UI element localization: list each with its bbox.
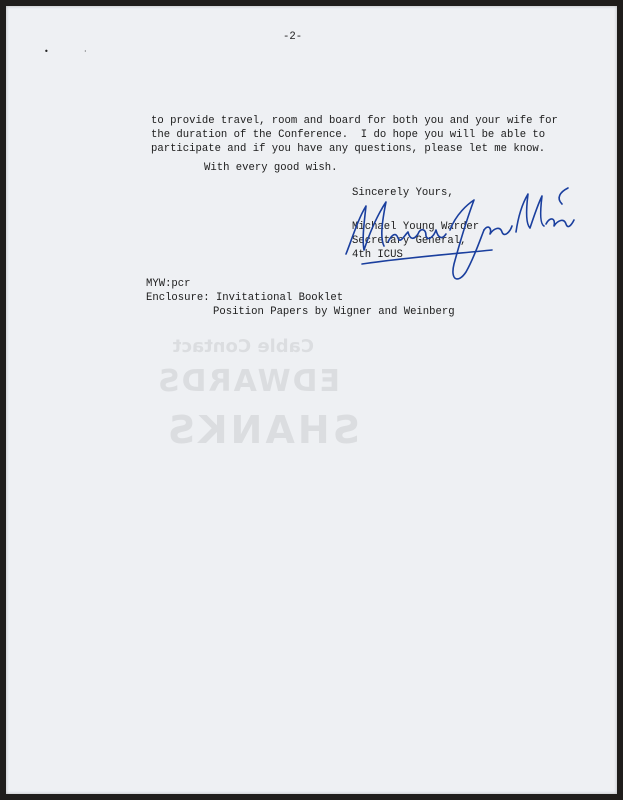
salutation: Sincerely Yours, [352, 187, 454, 199]
enclosure-label: Enclosure: [146, 292, 210, 304]
signer-org: 4th ICUS [352, 249, 403, 261]
body-line: to provide travel, room and board for both you and your wife for [151, 115, 558, 127]
margin-mark: • [44, 47, 49, 56]
bleed-through-line: SHANKS [164, 408, 360, 452]
closing-line: With every good wish. [204, 162, 338, 174]
handwritten-signature [342, 184, 582, 294]
bleed-through-line: Cable Contact [172, 336, 314, 357]
enclosure-item: Invitational Booklet [215, 292, 344, 304]
body-paragraph [151, 114, 558, 156]
body-line: the duration of the Conference. I do hope you will be able to [151, 129, 546, 141]
page-number: -2- [283, 31, 303, 43]
body-line: participate and if you have any questions, please let me know. [151, 143, 546, 155]
enclosure-line [146, 291, 343, 305]
bleed-through-line: EDWARDS [156, 364, 340, 399]
signer-name: Michael Young Warder [352, 221, 480, 233]
signature-lettering: Michael Young Warder [342, 292, 352, 293]
signer-title: Secretary General, [352, 235, 467, 247]
enclosure-item: Position Papers by Wigner and Weinberg [213, 306, 455, 318]
margin-mark: · [84, 47, 87, 56]
letter-page [6, 6, 617, 794]
reference-initials: MYW:pcr [146, 278, 191, 290]
bleed-through-text [80, 336, 360, 466]
